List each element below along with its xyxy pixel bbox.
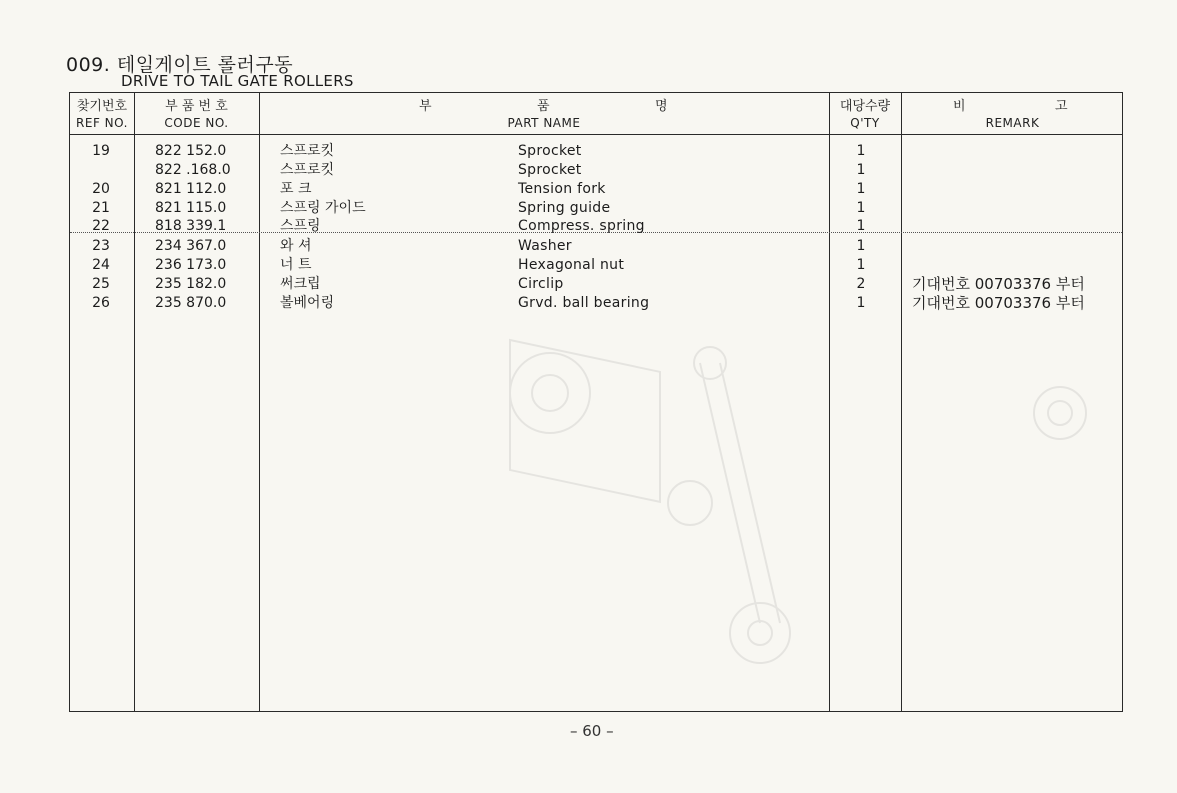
page-number: – 60 – <box>570 722 614 740</box>
col-divider <box>901 93 902 711</box>
bleed-through-illustration <box>430 263 1177 713</box>
header-ref: 찾기번호 REF NO. <box>76 99 128 130</box>
header-part-name: 부 품 명 PART NAME <box>419 99 668 130</box>
page-title: 009. 테일게이트 롤러구동 <box>66 54 294 76</box>
page-subtitle: DRIVE TO TAIL GATE ROLLERS <box>121 72 354 90</box>
parts-table: 찾기번호 REF NO. 부 품 번 호 CODE NO. 부 품 명 PART NAME 대당수량 Q'TY 비 고 REMARK 19 822 152.0 스프로킷 Sprocket 1 822 .168.0 스프로킷 Sprocket 1 20 821 112.0 포 크 Tension fork 1 21 821 115.0 스프링 가이드 Spring guide 1 22 818 339.1 스프링 Compress. spring 1 23 234 367.0 와 셔 Washer 1 24 236 173.0 너 트 Hexagonal nut 1 25 235 182.0 써크립 Circlip 2 기대번호 00703376 부터 26 235 870.0 볼베어링 Grvd. ball bearing 1 기대번호 00703376 부터 <box>69 92 1123 712</box>
col-divider <box>134 93 135 711</box>
header-code: 부 품 번 호 CODE NO. <box>164 99 229 130</box>
header-qty: 대당수량 Q'TY <box>839 99 891 130</box>
header-divider <box>70 134 1122 135</box>
header-remark: 비 고 REMARK <box>953 99 1068 130</box>
